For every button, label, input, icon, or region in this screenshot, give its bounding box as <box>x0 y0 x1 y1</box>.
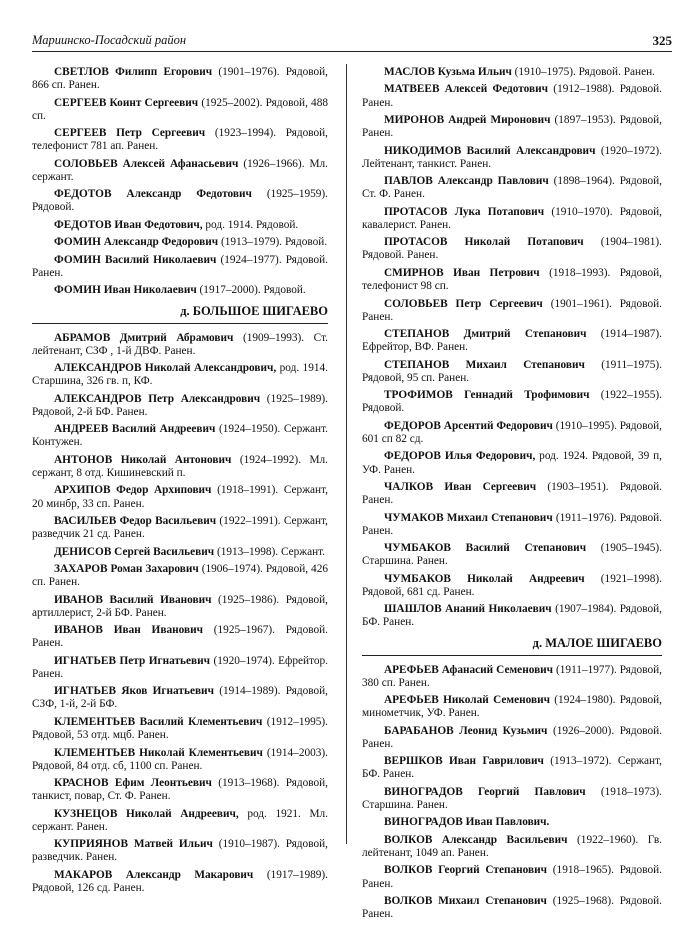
person-details: (1912–1988). Рядовой. Ранен. <box>362 83 662 109</box>
district-title: Мариинско-Посадский район <box>32 33 187 47</box>
left-column <box>32 66 328 899</box>
person-details: (1917–1989). Рядовой, 126 сд. Ранен. <box>32 868 328 894</box>
biography-entry <box>32 254 328 280</box>
person-name: ЧУМБАКОВ Николай Андреевич <box>384 572 585 585</box>
entry-list <box>362 66 662 630</box>
person-name: ФЕДОРОВ Илья Федорович, <box>384 450 536 463</box>
person-details: (1914–1989). Рядовой, СЗФ, 1-й, 2-й БФ. <box>32 685 328 711</box>
person-name: ФОМИН Василий Николаевич <box>54 253 217 266</box>
person-name: ВЕРШКОВ Иван Гаврилович <box>384 755 544 768</box>
person-details: род. 1921. Мл. сержант. Ранен. <box>32 807 328 833</box>
person-name: ФЕДОТОВ Иван Федотович, <box>54 218 203 231</box>
person-details: (1914–2003). Рядовой, 84 отд. сб, 1100 сп. Ранен. <box>32 746 328 772</box>
biography-entry <box>32 869 328 895</box>
biography-entry <box>32 66 328 92</box>
person-details: (1922–1955). Рядовой. <box>362 389 662 415</box>
person-details: (1911–1975). Рядовой, 95 сп. Ранен. <box>362 358 663 384</box>
biography-entry <box>32 546 328 559</box>
biography-entry <box>362 328 662 354</box>
person-details: (1925–1967). Рядовой. Ранен. <box>32 624 328 650</box>
person-details: (1909–1993). Ст. лейтенант, СЗФ , 1-й ДВФ. Ранен. <box>32 331 328 357</box>
biography-entry <box>32 716 328 742</box>
person-name: СТЕПАНОВ Михаил Степанович <box>384 358 585 371</box>
biography-entry <box>32 594 328 620</box>
person-name: ВОЛКОВ Михаил Степанович <box>384 895 547 908</box>
biography-entry <box>32 158 328 184</box>
person-details: (1922–1960). Гв. лейтенант, 1049 ап. Ранен. <box>362 833 662 859</box>
person-details: (1912–1995). Рядовой, 53 отд. мцб. Ранен. <box>32 715 328 742</box>
biography-entry <box>32 515 328 541</box>
person-details: (1917–2000). Рядовой. <box>196 284 306 297</box>
person-name: ФОМИН Иван Николаевич <box>54 284 197 297</box>
person-name: СВЕТЛОВ Филипп Егорович <box>54 66 213 78</box>
biography-entry <box>32 838 328 864</box>
person-details: (1903–1951). Рядовой. Ранен. <box>362 481 662 507</box>
person-details: (1918–1991). Сержант, 20 минбр, 33 сп. Ранен. <box>32 484 328 510</box>
person-details: (1925–1986). Рядовой, артиллерист, 2-й БФ. Ранен. <box>32 593 328 619</box>
person-details: (1925–2002). Рядовой, 488 сп. <box>32 96 328 122</box>
person-name: ВОЛКОВ Георгий Степанович <box>384 864 547 877</box>
biography-entry <box>362 267 662 293</box>
person-name: СМИРНОВ Иван Петрович <box>384 266 540 279</box>
entry-list <box>32 66 328 298</box>
person-name: АНДРЕЕВ Василий Андреевич <box>54 423 216 436</box>
person-details: (1911–1976). Рядовой. Ранен. <box>362 511 662 537</box>
person-name: ИВАНОВ Василий Иванович <box>54 593 212 606</box>
person-details: (1910–1995). Рядовой, 601 сп 82 сд. <box>362 419 662 445</box>
page-number: 325 <box>652 33 672 48</box>
section-heading-maloe-shigaevo: д. МАЛОЕ ШИГАЕВО <box>362 636 662 656</box>
biography-entry <box>362 298 662 324</box>
biography-entry <box>32 484 328 510</box>
person-details: (1911–1977). Рядовой, 380 сп. Ранен. <box>362 663 662 689</box>
person-name: ФЕДОРОВ Арсентий Федорович <box>384 419 553 432</box>
biography-entry <box>362 512 662 538</box>
biography-entry <box>362 359 662 385</box>
person-name: ИГНАТЬЕВ Яков Игнатьевич <box>54 685 214 698</box>
biography-entry <box>32 332 328 358</box>
person-name: ИГНАТЬЕВ Петр Игнатьевич <box>54 654 211 667</box>
person-details: род. 1914. Старшина, 326 гв. п, КФ. <box>32 362 328 388</box>
person-details: (1910–1987). Рядовой, разведчик. Ранен. <box>32 838 328 864</box>
biography-entry <box>32 236 328 249</box>
biography-entry <box>362 755 662 781</box>
person-name: ТРОФИМОВ Геннадий Трофимович <box>384 389 590 402</box>
person-details: (1920–1972). Лейтенант, танкист. Ранен. <box>362 144 663 170</box>
person-name: МАТВЕЕВ Алексей Федотович <box>384 83 549 96</box>
person-name: МАСЛОВ Кузьма Ильич <box>384 66 512 78</box>
person-details: (1922–1991). Сержант, разведчик 21 сд. Ранен. <box>32 515 328 541</box>
person-name: СОЛОВЬЕВ Петр Сергеевич <box>384 297 543 310</box>
person-name: АЛЕКСАНДРОВ Николай Александрович, <box>54 362 277 375</box>
person-name: ВИНОГРАДОВ Георгий Павлович <box>384 785 586 798</box>
biography-entry <box>362 175 662 201</box>
person-name: ЗАХАРОВ Роман Захарович <box>54 563 199 576</box>
biography-entry <box>32 127 328 153</box>
biography-entry <box>32 188 328 214</box>
person-name: АРЕФЬЕВ Николай Семенович <box>384 694 550 707</box>
person-details: (1910–1975). Рядовой. Ранен. <box>511 66 655 78</box>
person-details: (1926–2000). Рядовой. Ранен. <box>362 724 662 750</box>
person-name: БАРАБАНОВ Леонид Кузьмич <box>384 724 548 737</box>
biography-entry <box>32 284 328 297</box>
biography-entry <box>32 747 328 773</box>
person-details: (1918–1993). Рядовой, телефонист 98 сп. <box>362 266 662 293</box>
entry-list <box>362 664 662 922</box>
person-details: (1918–1973). Старшина. Ранен. <box>362 785 662 811</box>
person-details: (1904–1981). Рядовой. Ранен. <box>362 236 662 262</box>
person-details: (1925–1989). Рядовой, 2-й БФ. Ранен. <box>32 392 328 418</box>
person-details: (1921–1998). Рядовой, 681 сд. Ранен. <box>362 572 662 598</box>
biography-entry <box>362 206 662 232</box>
person-name: АБРАМОВ Дмитрий Абрамович <box>54 331 234 344</box>
person-name: КЛЕМЕНТЬЕВ Василий Клементьевич <box>54 715 263 728</box>
person-details: (1924–1977). Рядовой. Ранен. <box>32 253 328 279</box>
biography-entry <box>32 624 328 650</box>
biography-entry <box>362 420 662 446</box>
person-name: ПРОТАСОВ Лука Потапович <box>384 205 545 218</box>
biography-entry <box>362 834 662 860</box>
person-name: ФОМИН Александр Федорович <box>54 236 219 249</box>
biography-entry <box>32 393 328 419</box>
biography-entry <box>32 219 328 232</box>
person-details: (1914–1987). Ефрейтор, ВФ. Ранен. <box>362 328 662 354</box>
person-name: ВАСИЛЬЕВ Федор Васильевич <box>54 515 217 527</box>
biography-entry <box>362 114 662 140</box>
person-name: ПРОТАСОВ Николай Потапович <box>384 236 584 249</box>
person-name: СЕРГЕЕВ Коинт Сергеевич <box>54 96 199 109</box>
biography-entry <box>362 816 662 829</box>
biography-entry <box>32 423 328 449</box>
person-details: (1913–1968). Рядовой, танкист, повар, Ст. Ф. Ранен. <box>32 777 328 803</box>
biography-entry <box>362 145 662 171</box>
biography-entry <box>362 83 662 109</box>
person-name: КУЗНЕЦОВ Николай Андреевич, <box>54 807 239 820</box>
person-name: ИВАНОВ Иван Иванович <box>54 624 203 637</box>
running-head <box>32 33 672 52</box>
person-details: (1926–1966). Мл. сержант. <box>32 157 328 183</box>
person-details: (1910–1970). Рядовой, кавалерист. Ранен. <box>362 205 662 231</box>
person-name: КУПРИЯНОВ Матвей Ильич <box>54 838 213 851</box>
person-name: СЕРГЕЕВ Петр Сергеевич <box>54 127 206 140</box>
biography-entry <box>32 655 328 681</box>
person-name: ВИНОГРАДОВ Иван Павлович. <box>384 816 550 829</box>
person-details: (1905–1945). Старшина. Ранен. <box>362 542 662 568</box>
person-details: (1913–1998). Сержант. <box>214 545 326 558</box>
biography-entry <box>32 777 328 803</box>
biography-entry <box>362 450 662 476</box>
biography-entry <box>32 454 328 480</box>
biography-entry <box>362 603 662 629</box>
person-name: КРАСНОВ Ефим Леонтьевич <box>54 777 212 790</box>
person-details: (1924–1950). Сержант. Контужен. <box>32 423 328 449</box>
section-heading-bolshoe-shigaevo: д. БОЛЬШОЕ ШИГАЕВО <box>32 304 328 324</box>
person-details: (1920–1974). Ефрейтор. Ранен. <box>32 654 328 680</box>
person-details: (1901–1976). Рядовой, 866 сп. Ранен. <box>32 66 328 92</box>
biography-entry <box>362 786 662 812</box>
biography-entry <box>362 573 662 599</box>
person-name: СТЕПАНОВ Дмитрий Степанович <box>384 328 587 341</box>
person-details: (1906–1974). Рядовой, 426 сп. Ранен. <box>32 563 328 589</box>
person-details: (1897–1953). Рядовой, Ранен. <box>362 114 662 140</box>
biography-entry <box>362 864 662 890</box>
person-name: МАКАРОВ Александр Макарович <box>54 868 254 881</box>
biography-entry <box>32 685 328 711</box>
person-details: (1913–1979). Рядовой. <box>218 236 328 249</box>
biography-entry <box>362 236 662 262</box>
right-column <box>362 66 662 926</box>
person-details: (1901–1961). Рядовой. Ранен. <box>362 297 662 323</box>
person-name: АЛЕКСАНДРОВ Петр Александрович <box>54 392 261 405</box>
person-details: род. 1914. Рядовой. <box>202 218 299 231</box>
biography-entry <box>362 542 662 568</box>
person-name: АРЕФЬЕВ Афанасий Семенович <box>384 663 554 676</box>
person-name: АНТОНОВ Николай Антонович <box>54 453 232 466</box>
person-details: (1898–1964). Рядовой, Ст. Ф. Ранен. <box>362 175 662 201</box>
biography-entry <box>362 895 662 921</box>
biography-entry <box>362 694 662 720</box>
person-details: (1913–1972). Сержант, БФ. Ранен. <box>362 755 662 781</box>
biography-entry <box>32 563 328 589</box>
person-details: (1923–1994). Рядовой, телефонист 781 ап. Ранен. <box>32 127 328 153</box>
biography-entry <box>362 481 662 507</box>
person-details: (1924–1992). Мл. сержант, 8 отд. Кишиневский п. <box>32 453 328 479</box>
column-divider <box>346 64 347 844</box>
person-details: (1925–1968). Рядовой. Ранен. <box>362 895 662 921</box>
person-name: СОЛОВЬЕВ Алексей Афанасьевич <box>54 157 239 170</box>
person-name: ШАШЛОВ Ананий Николаевич <box>384 603 552 616</box>
person-name: ВОЛКОВ Александр Васильевич <box>384 833 568 846</box>
biography-entry <box>362 725 662 751</box>
person-name: НИКОДИМОВ Василий Александрович <box>384 144 596 157</box>
person-name: ПАВЛОВ Александр Павлович <box>384 175 549 188</box>
person-name: МИРОНОВ Андрей Миронович <box>384 114 551 127</box>
person-name: КЛЕМЕНТЬЕВ Николай Клементьевич <box>54 746 263 759</box>
person-name: АРХИПОВ Федор Архипович <box>54 484 212 497</box>
biography-entry <box>362 664 662 690</box>
biography-entry <box>32 362 328 388</box>
person-details: (1925–1959). Рядовой. <box>32 188 328 214</box>
person-details: (1907–1984). Рядовой, БФ. Ранен. <box>362 603 662 629</box>
person-details: (1918–1965). Рядовой. Ранен. <box>362 864 662 890</box>
person-name: ФЕДОТОВ Александр Федотович <box>54 188 252 201</box>
biography-entry <box>362 389 662 415</box>
entry-list <box>32 332 328 896</box>
biography-entry <box>32 808 328 834</box>
biography-entry <box>32 97 328 123</box>
person-name: ДЕНИСОВ Сергей Васильевич <box>54 545 215 558</box>
person-name: ЧУМАКОВ Михаил Степанович <box>384 511 553 524</box>
biography-entry <box>362 66 662 79</box>
person-name: ЧАЛКОВ Иван Сергеевич <box>384 481 537 493</box>
person-name: ЧУМБАКОВ Василий Степанович <box>384 542 587 555</box>
person-details: (1924–1980). Рядовой, минометчик, УФ. Ранен. <box>362 694 662 720</box>
person-details: род. 1924. Рядовой, 39 п, УФ. Ранен. <box>362 450 662 476</box>
